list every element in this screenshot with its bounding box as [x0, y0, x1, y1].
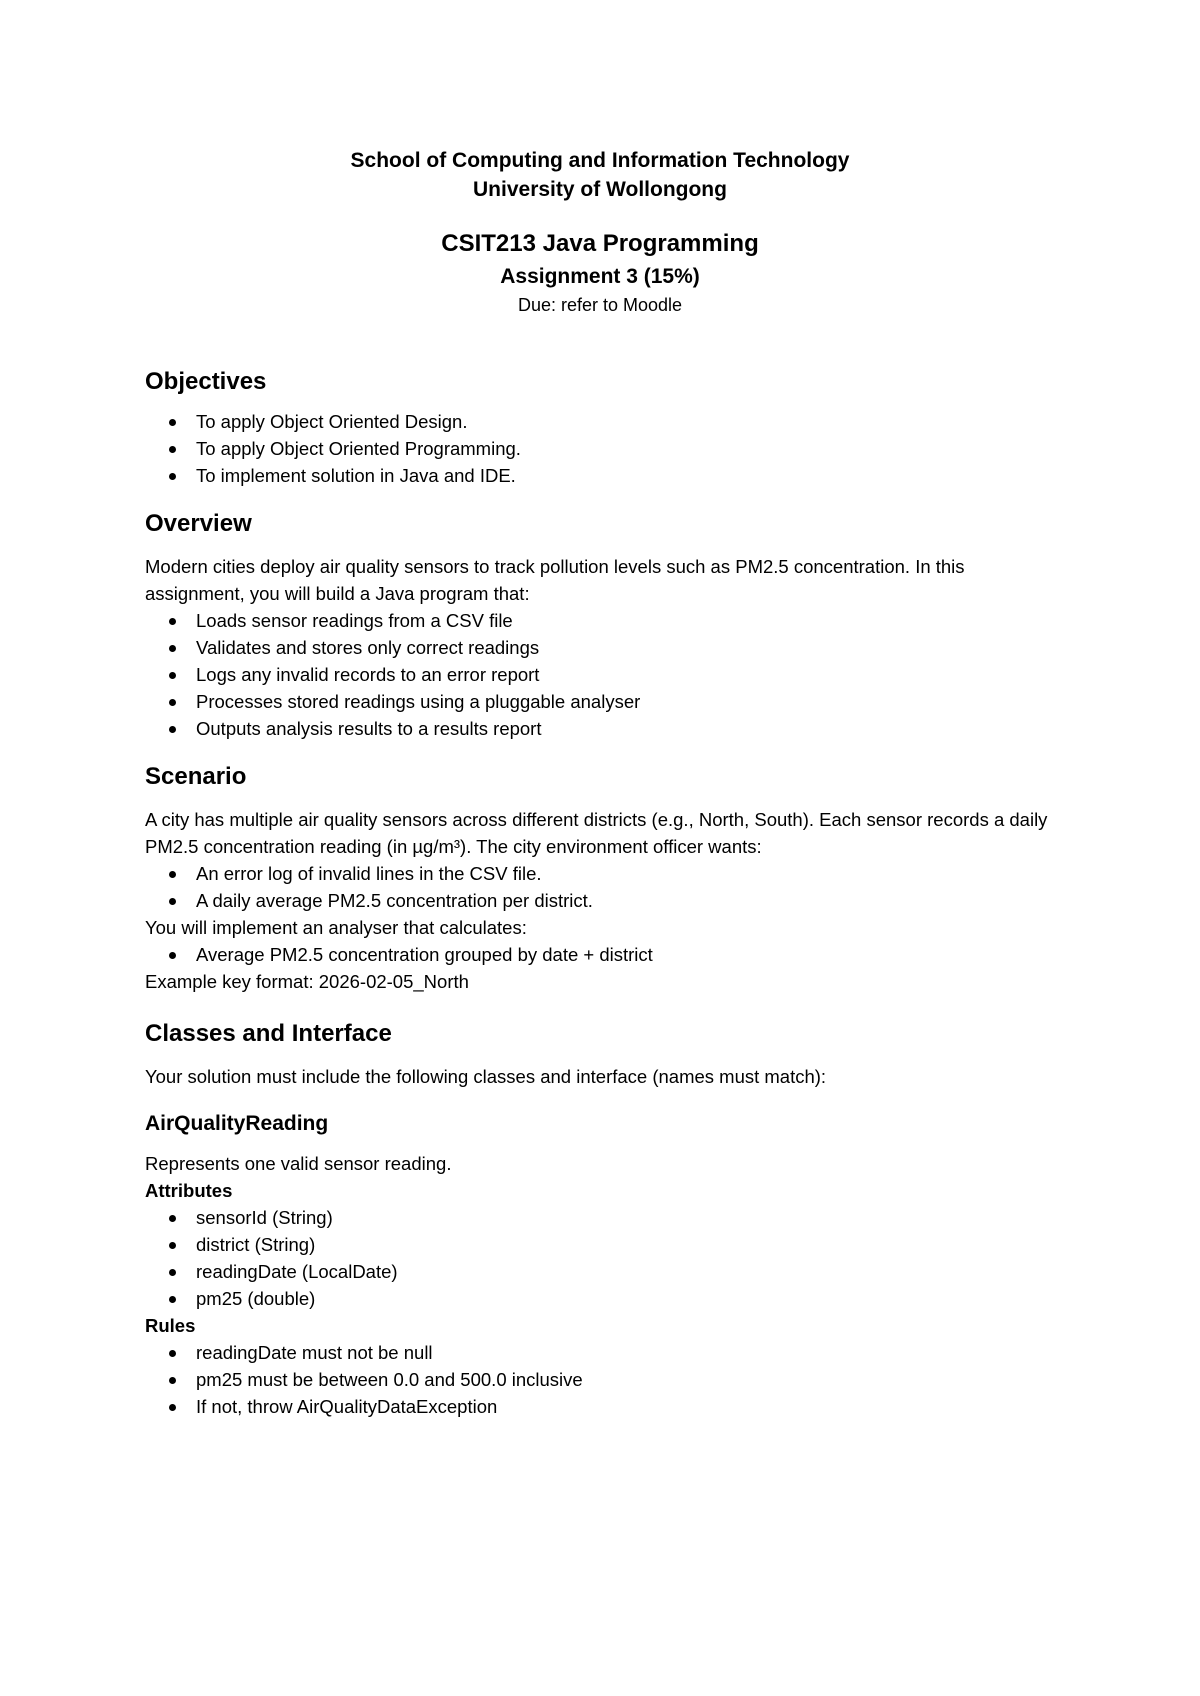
overview-heading: Overview — [145, 510, 252, 537]
list-item: Validates and stores only correct readings — [145, 634, 1055, 661]
list-item: An error log of invalid lines in the CSV file. — [145, 860, 1055, 887]
bullet-icon — [169, 446, 176, 453]
list-item: If not, throw AirQualityDataException — [145, 1393, 1055, 1420]
list-item: pm25 must be between 0.0 and 500.0 inclusive — [145, 1366, 1055, 1393]
rules-label: Rules — [145, 1315, 196, 1336]
list-item: To apply Object Oriented Programming. — [145, 435, 1055, 462]
bullet-icon — [169, 871, 176, 878]
list-item: To implement solution in Java and IDE. — [145, 462, 1055, 489]
bullet-icon — [169, 1269, 176, 1276]
list-item: readingDate must not be null — [145, 1339, 1055, 1366]
list-item: sensorId (String) — [145, 1204, 1055, 1231]
objectives-heading: Objectives — [145, 368, 267, 395]
bullet-icon — [169, 952, 176, 959]
scenario-heading: Scenario — [145, 763, 247, 790]
bullet-icon — [169, 1377, 176, 1384]
scenario-calc-list — [145, 941, 1055, 968]
list-item: To apply Object Oriented Design. — [145, 408, 1055, 435]
course-title: CSIT213 Java Programming — [441, 230, 759, 257]
bullet-icon — [169, 1404, 176, 1411]
bullet-icon — [169, 1242, 176, 1249]
overview-intro: Modern cities deploy air quality sensors to track pollution levels such as PM2.5 concentration. In this assignment, you will build a Java program that: — [145, 556, 965, 604]
reading-class-heading: AirQualityReading — [145, 1112, 329, 1135]
list-item: pm25 (double) — [145, 1285, 1055, 1312]
scenario-example: Example key format: 2026-02-05_North — [145, 971, 469, 992]
list-item: Outputs analysis results to a results report — [145, 715, 1055, 742]
list-item: Processes stored readings using a pluggable analyser — [145, 688, 1055, 715]
bullet-icon — [169, 726, 176, 733]
document-header — [145, 0, 1055, 317]
list-item: Average PM2.5 concentration grouped by date + district — [145, 941, 1055, 968]
university-name: University of Wollongong — [473, 178, 727, 201]
objectives-list — [145, 408, 1055, 489]
classes-intro: Your solution must include the following classes and interface (names must match): — [145, 1066, 827, 1087]
reading-description: Represents one valid sensor reading. — [145, 1153, 452, 1174]
rules-list — [145, 1339, 1055, 1420]
list-item: readingDate (LocalDate) — [145, 1258, 1055, 1285]
bullet-icon — [169, 645, 176, 652]
attributes-list — [145, 1204, 1055, 1312]
bullet-icon — [169, 1215, 176, 1222]
list-item: A daily average PM2.5 concentration per district. — [145, 887, 1055, 914]
scenario-intro: A city has multiple air quality sensors across different districts (e.g., North, South). Each sensor records a daily PM2.5 concentration reading (in µg/m³). The city environment officer wants: — [145, 809, 1048, 857]
due-date: Due: refer to Moodle — [517, 295, 683, 315]
bullet-icon — [169, 699, 176, 706]
attributes-label: Attributes — [145, 1180, 233, 1201]
scenario-implement-text: You will implement an analyser that calculates: — [145, 917, 527, 938]
bullet-icon — [169, 419, 176, 426]
bullet-icon — [169, 473, 176, 480]
bullet-icon — [169, 898, 176, 905]
overview-list — [145, 607, 1055, 742]
school-name: School of Computing and Information Technology — [350, 149, 850, 172]
classes-heading: Classes and Interface — [145, 1020, 392, 1047]
scenario-wants-list — [145, 860, 1055, 914]
bullet-icon — [169, 1350, 176, 1357]
bullet-icon — [169, 672, 176, 679]
bullet-icon — [169, 618, 176, 625]
list-item: Loads sensor readings from a CSV file — [145, 607, 1055, 634]
bullet-icon — [169, 1296, 176, 1303]
list-item: Logs any invalid records to an error report — [145, 661, 1055, 688]
list-item: district (String) — [145, 1231, 1055, 1258]
assignment-title: Assignment 3 (15%) — [500, 265, 700, 288]
